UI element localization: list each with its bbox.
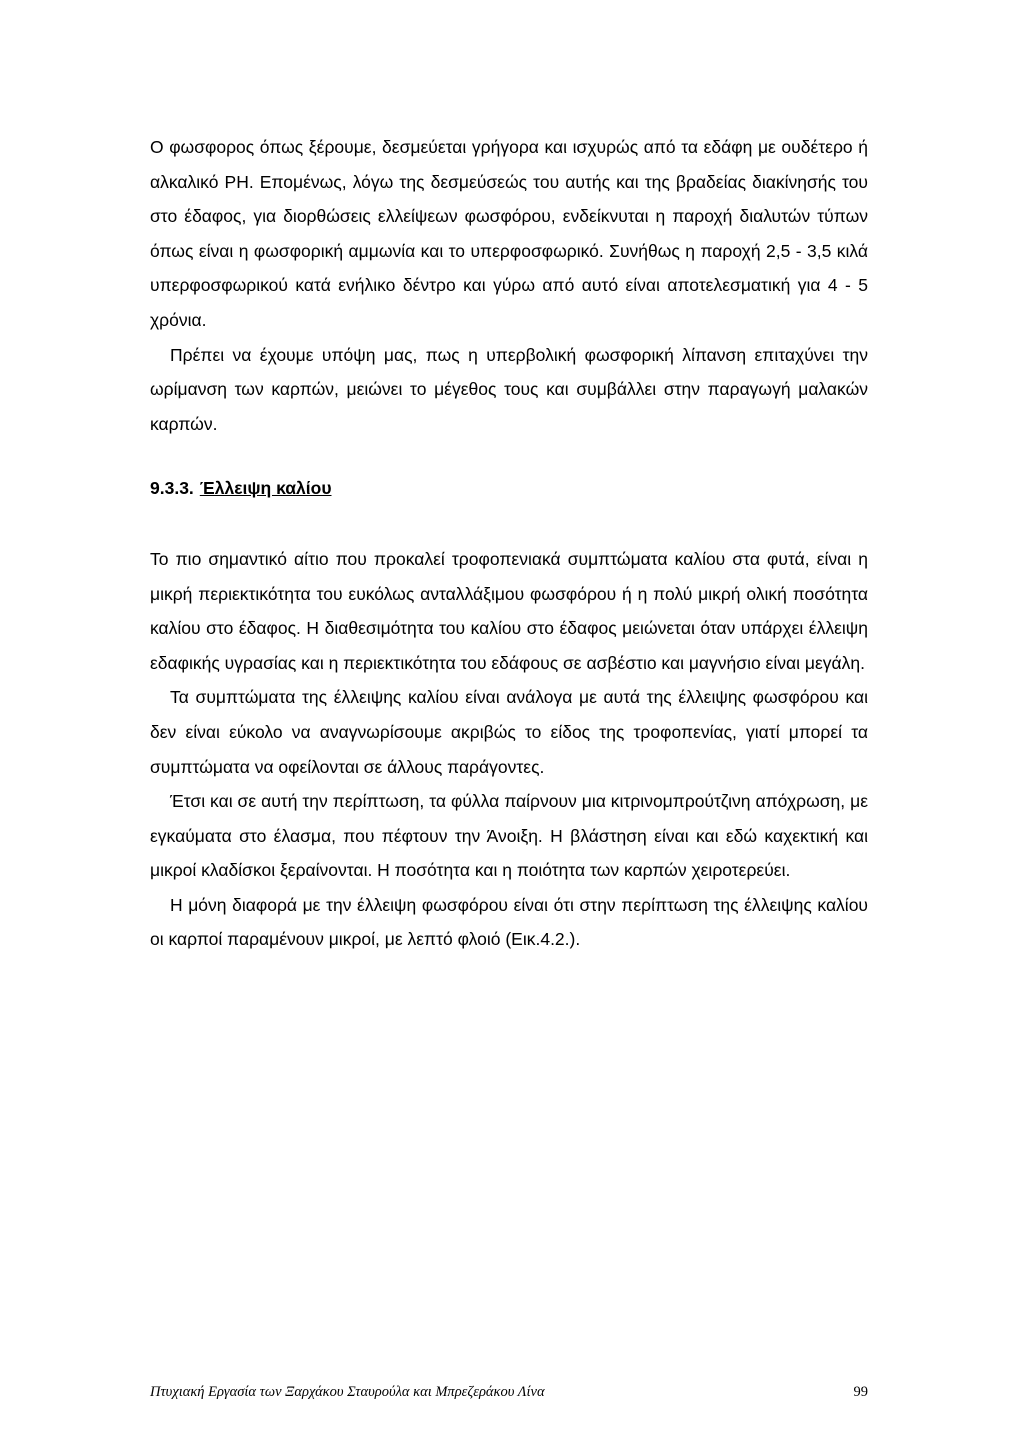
section-heading [150,471,868,506]
document-body [150,130,868,957]
page-footer [150,1384,868,1408]
paragraph-potassium-difference: Η μόνη διαφορά με την έλλειψη φωσφόρου είναι ότι στην περίπτωση της έλλειψης καλίου οι καρποί παραμένουν μικροί, με λεπτό φλοιό (Εικ.4.2.). [150,894,868,950]
paragraph-phosphorus-binding: Ο φωσφορος όπως ξέρουμε, δεσμεύεται γρήγορα και ισχυρώς από τα εδάφη με ουδέτερο ή αλκαλικό PH. Επομένως, λόγω της δεσμεύσεώς του αυτής και της βραδείας διακίνησής του στο έδαφος, για διορθώσεις ελλείψεων φωσφόρου, ενδείκνυται η παροχή διαλυτών τύπων όπως είναι η φωσφορική αμμωνία και το υπερφοσφωρικό. Συνήθως η παροχή 2,5 - 3,5 κιλά υπερφοσφωρικού κατά ενήλικο δέντρο και γύρω από αυτό είναι αποτελεσματική για 4 - 5 χρόνια. [150,137,868,330]
paragraph-potassium-cause: Το πιο σημαντικό αίτιο που προκαλεί τροφοπενιακά συμπτώματα καλίου στα φυτά, είναι η μικρή περιεκτικότητα του ευκόλως ανταλλάξιμου φωσφόρου ή η πολύ μικρή ολική ποσότητα καλίου στο έδαφος. Η διαθεσιμότητα του καλίου στο έδαφος μειώνεται όταν υπάρχει έλλειψη εδαφικής υγρασίας και η περιεκτικότητα του εδάφους σε ασβέστιο και μαγνήσιο είναι μεγάλη. [150,548,868,673]
paragraph-potassium-leaves: Έτσι και σε αυτή την περίπτωση, τα φύλλα παίρνουν μια κιτρινομπρούτζινη απόχρωση, με εγκαύματα στο έλασμα, που πέφτουν την Άνοιξη. Η βλάστηση είναι και εδώ καχεκτική και μικροί κλαδίσκοι ξεραίνονται. Η ποσότητα και η ποιότητα των καρπών χειροτερεύει. [150,791,868,881]
footer-text: Πτυχιακή Εργασία των Ξαρχάκου Σταυρούλα και Μπρεζεράκου Λίνα [150,1384,545,1400]
page-number: 99 [853,1384,868,1400]
section-number: 9.3.3. [150,478,194,499]
section-title: Έλλειψη καλίου [199,478,332,499]
paragraph-potassium-symptoms: Τα συμπτώματα της έλλειψης καλίου είναι ανάλογα με αυτά της έλλειψης φωσφόρου και δεν είναι εύκολο να αναγνωρίσουμε ακριβώς το είδος της τροφοπενίας, γιατί μπορεί τα συμπτώματα να οφείλονται σε άλλους παράγοντες. [150,687,868,777]
paragraph-phosphorus-excess: Πρέπει να έχουμε υπόψη μας, πως η υπερβολική φωσφορική λίπανση επιταχύνει την ωρίμανση των καρπών, μειώνει το μέγεθος τους και συμβάλλει στην παραγωγή μαλακών καρπών. [150,344,868,434]
